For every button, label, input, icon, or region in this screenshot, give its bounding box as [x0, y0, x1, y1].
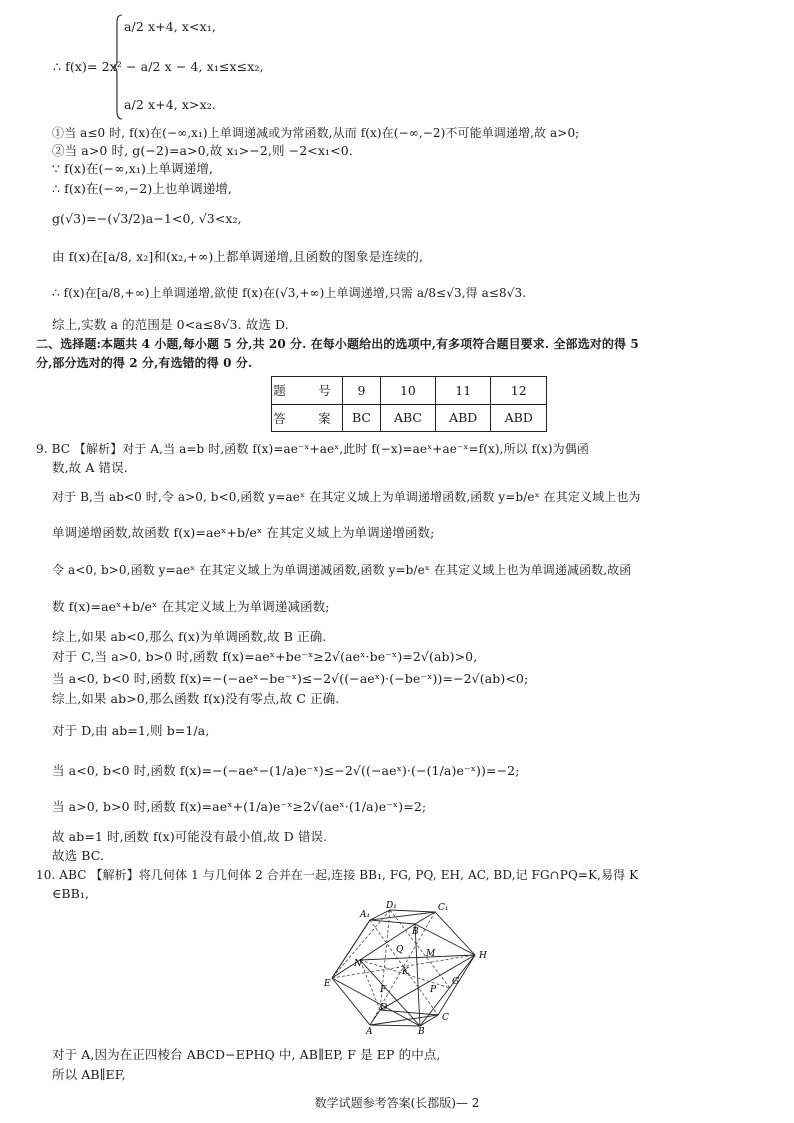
- text-line: ∴ f(x)在[a/8,+∞)上单调递增,欲使 f(x)在(√3,+∞)上单调递增,只需 a/8≤√3,得 a≤8√3.: [52, 286, 527, 300]
- label-C: C: [442, 1013, 449, 1023]
- text-line: 对于 D,由 ab=1,则 b=1/a,: [52, 723, 210, 738]
- label-C1: C₁: [438, 903, 449, 913]
- text-line: 故 ab=1 时,函数 f(x)可能没有最小值,故 D 错误.: [52, 829, 328, 844]
- table-cell: 11: [435, 377, 491, 405]
- label-A1: A₁: [360, 910, 371, 920]
- section-heading: 二、选择题:本题共 4 小题,每小题 5 分,共 20 分. 在每小题给出的选项中,有多项符合题目要求. 全部选对的得 5: [36, 337, 639, 351]
- text-line: 单调递增函数,故函数 f(x)=aeˣ+b/eˣ 在其定义域上为单调递增函数;: [52, 525, 435, 540]
- text-line: 令 a<0, b>0,函数 y=aeˣ 在其定义域上为单调递减函数,函数 y=b/eˣ 在其定义域上也为单调递减函数,故函: [52, 563, 632, 577]
- text-line: 数 f(x)=aeˣ+b/eˣ 在其定义域上为单调递减函数;: [52, 599, 330, 614]
- figure-edge: [360, 924, 415, 960]
- figure-edge: [360, 960, 420, 1026]
- text-line: ∵ f(x)在(−∞,x₁)上单调递增,: [52, 161, 214, 176]
- label-M: M: [426, 949, 436, 959]
- table-cell: 12: [491, 377, 547, 405]
- figure-hidden-edge: [380, 910, 390, 1010]
- table-cell: 10: [380, 377, 435, 405]
- text-line: 综上,实数 a 的范围是 0<a≤8√3. 故选 D.: [52, 317, 289, 332]
- label-Q: Q: [396, 945, 404, 955]
- polyhedron-figure: [320, 900, 500, 1035]
- label-D: D: [380, 1003, 388, 1013]
- text-line: 所以 AB∥EF,: [52, 1067, 126, 1082]
- text-line: 对于 C,当 a>0, b>0 时,函数 f(x)=aeˣ+be⁻ˣ≥2√(aeˣ·be⁻ˣ)=2√(ab)>0,: [52, 649, 478, 664]
- label-N: N: [354, 959, 362, 969]
- text-line: 由 f(x)在[a/8, x₂]和(x₂,+∞)上都单调递增,且函数的图象是连续的,: [52, 249, 424, 264]
- section-heading-cont: 分,部分选对的得 2 分,有选错的得 0 分.: [36, 356, 253, 370]
- text-line: 10. ABC 【解析】将几何体 1 与几何体 2 合并在一起,连接 BB₁, FG, PQ, EH, AC, BD,记 FG∩PQ=K,易得 K: [36, 868, 639, 882]
- text-line: 对于 B,当 ab<0 时,令 a>0, b<0,函数 y=aeˣ 在其定义域上为单调递增函数,函数 y=b/eˣ 在其定义域上也为: [52, 490, 641, 504]
- text-line: ②当 a>0 时, g(−2)=a>0,故 x₁>−2,则 −2<x₁<0.: [52, 143, 353, 158]
- text-line: g(√3)=−(√3/2)a−1<0, √3<x₂,: [52, 211, 242, 226]
- table-row: [272, 377, 547, 405]
- piecewise-function: ∴ f(x)= 2x² − a/2 x − 4, x₁≤x≤x₂,: [53, 59, 264, 74]
- label-H: H: [479, 951, 487, 961]
- page-footer: 数学试题参考答案(长郡版)— 2: [314, 1096, 480, 1110]
- label-B-bottom: B: [418, 1027, 425, 1035]
- label-K: K: [402, 967, 409, 977]
- text-line: 综上,如果 ab<0,那么 f(x)为单调函数,故 B 正确.: [52, 629, 327, 644]
- figure-edge: [332, 978, 420, 1026]
- text-line: 故选 BC.: [52, 848, 105, 863]
- label-B-top: B: [412, 927, 419, 937]
- text-line: 当 a<0, b<0 时,函数 f(x)=−(−aeˣ−be⁻ˣ)≤−2√((−aeˣ)·(−be⁻ˣ))=−2√(ab)<0;: [52, 671, 529, 686]
- text-line: 当 a>0, b>0 时,函数 f(x)=aeˣ+(1/a)e⁻ˣ≥2√(aeˣ·(1/a)e⁻ˣ)=2;: [52, 799, 427, 814]
- text-line: ∈BB₁,: [52, 886, 90, 901]
- piecewise-case-1: a/2 x+4, x<x₁,: [124, 19, 216, 34]
- text-line: 综上,如果 ab>0,那么函数 f(x)没有零点,故 C 正确.: [52, 691, 340, 706]
- piecewise-case-3: a/2 x+4, x>x₂.: [124, 97, 216, 112]
- answer-table: [271, 376, 547, 432]
- label-F: F: [380, 985, 387, 995]
- figure-edge: [332, 920, 370, 978]
- text-line: ∴ f(x)在(−∞,−2)上也单调递增,: [52, 181, 232, 196]
- table-cell: BC: [343, 404, 381, 432]
- text-line: 对于 A,因为在正四棱台 ABCD−EPHQ 中, AB∥EP, F 是 EP 的中点,: [52, 1047, 441, 1062]
- table-cell: ABD: [435, 404, 491, 432]
- text-line: 9. BC 【解析】对于 A,当 a=b 时,函数 f(x)=ae⁻ˣ+aeˣ,此时 f(−x)=aeˣ+ae⁻ˣ=f(x),所以 f(x)为偶函: [36, 442, 589, 456]
- label-G: G: [452, 977, 460, 987]
- table-row: [272, 404, 547, 432]
- label-P: P: [430, 985, 437, 995]
- label-A: A: [366, 1027, 373, 1035]
- table-cell: 9: [343, 377, 381, 405]
- text-line: ①当 a≤0 时, f(x)在(−∞,x₁)上单调递减或为常函数,从而 f(x)在(−∞,−2)不可能单调递增,故 a>0;: [52, 126, 580, 140]
- table-cell: ABC: [380, 404, 435, 432]
- table-answer-label: 答 案: [272, 404, 343, 432]
- table-header-label: 题 号: [272, 377, 343, 405]
- label-E: E: [324, 979, 331, 989]
- text-line: 数,故 A 错误.: [52, 460, 128, 475]
- figure-edge: [415, 924, 475, 955]
- table-cell: ABD: [491, 404, 547, 432]
- text-line: 当 a<0, b<0 时,函数 f(x)=−(−aeˣ−(1/a)e⁻ˣ)≤−2√((−aeˣ)·(−(1/a)e⁻ˣ))=−2;: [52, 763, 520, 778]
- label-D1: D₁: [386, 901, 397, 911]
